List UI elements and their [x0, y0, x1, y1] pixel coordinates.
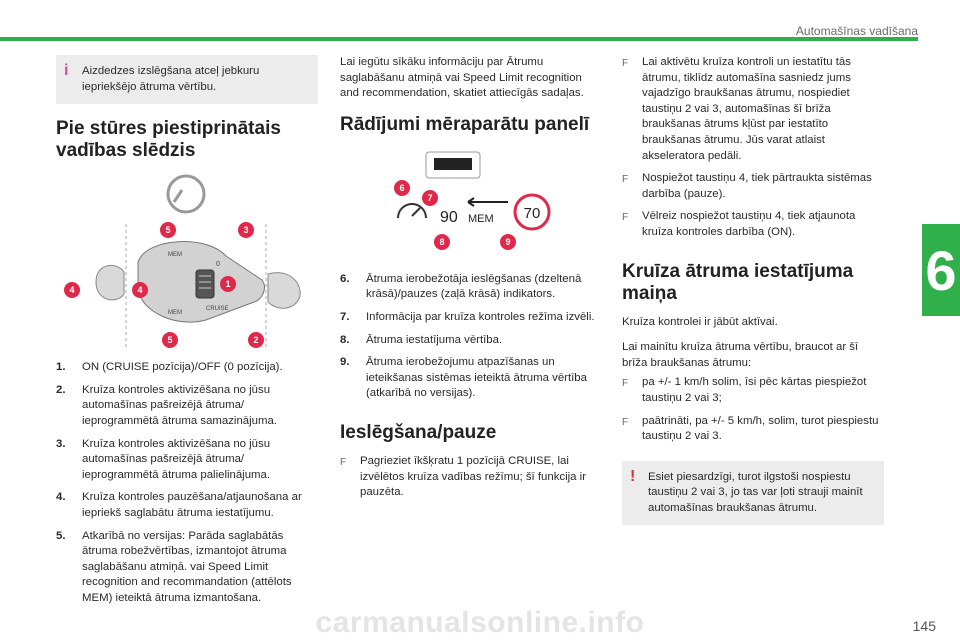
callout-8: 8 [439, 236, 445, 247]
steering-switch-diagram [56, 172, 318, 352]
bullet-item: F Lai aktivētu kruīza kontroli un iestatītu tās ātrumu, tiklīdz automašīna sasniedz jums vajadzīgo braukšanas ātrumu, nospiediet taustiņu 2 vai 3, automašīnas šī brīža braukšanas ātrums kļūst par iestatīto braukšanas ātrumu. Jūs varat atlaist akseleratora pedāli. [622, 55, 884, 164]
section-title: Automašīnas vadīšana [795, 24, 918, 38]
mem-label-top: MEM [168, 252, 182, 259]
warning-note-text: Esiet piesardzīgi, turot ilgstoši nospiestu taustiņu 2 vai 3, jo tas var ļoti strauji mainīt automašīnas braukšanas ātrumu. [648, 470, 863, 514]
list-item: 6. Ātruma ierobežotāja ieslēgšanas (dzeltenā krāsā)/pauzes (zaļā krāsā) indikators. [340, 272, 582, 301]
heading-steering-switch: Pie stūres piestiprinātais vadības slēdzis [56, 118, 281, 162]
callout-6: 6 [399, 182, 405, 193]
paragraph: Lai mainītu kruīza ātruma vērtību, braucot ar šī brīža braukšanas ātrumu: [622, 341, 859, 369]
header-accent-bar [0, 37, 918, 41]
zero-position-label: 0 [216, 261, 220, 269]
instrument-panel-figure [340, 146, 602, 258]
mem-label-bottom: MEM [168, 310, 182, 317]
recommended-speed-value: 70 [523, 204, 541, 222]
column-1 [56, 55, 318, 614]
callout-3: 3 [243, 225, 249, 236]
list-item: 9. Ātruma ierobežojumu atpazīšanas un ieteikšanas sistēmas ieteiktā ātruma vērtība (atkarībā no versijas). [340, 356, 587, 400]
intro-paragraph: Lai iegūtu sīkāku informāciju par Ātrumu saglabāšanu atmiņā vai Speed Limit recognition and recommendation, skatiet attiecīgās sadaļas. [340, 56, 584, 100]
panel-legend-list [340, 272, 602, 402]
chapter-tab: 6 [922, 224, 960, 316]
heading-instrument-panel: Rādījumi mēraparātu panelī [340, 113, 590, 135]
bullet-item: F Nospiežot taustiņu 4, tiek pārtraukta sistēmas darbība (pauze). [622, 171, 884, 202]
info-icon: i [64, 62, 69, 79]
bullet-icon: F [622, 416, 629, 428]
column-2 [340, 55, 602, 508]
paragraph: Kruīza kontrolei ir jābūt aktīvai. [622, 315, 778, 328]
set-speed-value: 90 [440, 208, 458, 226]
list-item: 2. Kruīza kontroles aktivizēšana no jūsu automašīnas pašreizējā ātruma/ ieprogrammētā ātruma samazinājuma. [56, 383, 277, 427]
heading-activation-pause: Ieslēgšana/pauze [340, 421, 497, 443]
callout-4-left: 4 [69, 285, 75, 296]
steering-switch-figure [56, 172, 318, 352]
bullet-icon: F [622, 212, 629, 224]
mem-label: MEM [468, 212, 494, 225]
speedometer-icon [398, 204, 426, 218]
bullet-icon: F [622, 58, 629, 69]
callout-5-bottom: 5 [167, 335, 173, 346]
steering-wheel-icon [168, 176, 204, 212]
page-number: 145 [912, 618, 936, 634]
callout-1: 1 [225, 279, 231, 290]
warning-note [622, 461, 884, 526]
instrument-panel-diagram [340, 146, 602, 258]
info-note [56, 55, 318, 104]
list-item: 7. Informācija par kruīza kontroles režīma izvēli. [340, 310, 595, 323]
info-note-text: Aizdedzes izslēgšana atceļ jebkuru iepriekšējo ātruma vērtību. [82, 65, 260, 93]
callout-5-top: 5 [165, 225, 171, 236]
bullet-icon: F [340, 456, 347, 468]
list-item: 4. Kruīza kontroles pauzēšana/atjaunošana ar iepriekš saglabātu ātruma iestatījumu. [56, 491, 302, 519]
column-3 [622, 55, 884, 539]
list-item: 8. Ātruma iestatījuma vērtība. [340, 333, 503, 346]
bullet-icon: F [622, 174, 629, 186]
list-item: 1. ON (CRUISE pozīcija)/OFF (0 pozīcija). [56, 361, 283, 374]
callout-2: 2 [253, 335, 259, 346]
watermark: carmanualsonline.info [315, 606, 645, 639]
bullet-icon: F [622, 378, 629, 390]
heading-speed-change: Kruīza ātruma iestatījuma maiņa [622, 260, 854, 304]
warning-icon: ! [630, 467, 636, 485]
callout-4-lever: 4 [137, 285, 143, 296]
callout-9: 9 [505, 236, 511, 247]
list-item: 5. Atkarībā no versijas: Parāda saglabātās ātruma robežvērtības, izmantojot ātruma saglabāšanu atmiņā. vai Speed Limit recognition and recommandation (attēlots MEM) ieteiktā ātruma izmantošana. [56, 529, 292, 604]
callout-7: 7 [427, 192, 433, 203]
bullet-item: F pa +/- 1 km/h solim, īsi pēc kārtas piespiežot taustiņu 2 vai 3; [622, 375, 884, 406]
bullet-item: F Vēlreiz nospiežot taustiņu 4, tiek atjaunota kruīza kontroles darbība (ON). [622, 209, 884, 240]
bullet-item: F paātrināti, pa +/- 5 km/h, solim, turot piespiestu taustiņu 2 vai 3. [622, 414, 884, 445]
cruise-label: CRUISE [206, 306, 229, 313]
switch-legend-list [56, 360, 318, 606]
bullet-item: F Pagrieziet īkšķratu 1 pozīcijā CRUISE, lai izvēlētos kruīza vadības režīmu; šī funkcija ir pauzēta. [340, 454, 602, 501]
list-item: 3. Kruīza kontroles aktivizēšana no jūsu automašīnas pašreizējā ātruma/ ieprogrammētā ātruma palielinājuma. [56, 437, 271, 481]
